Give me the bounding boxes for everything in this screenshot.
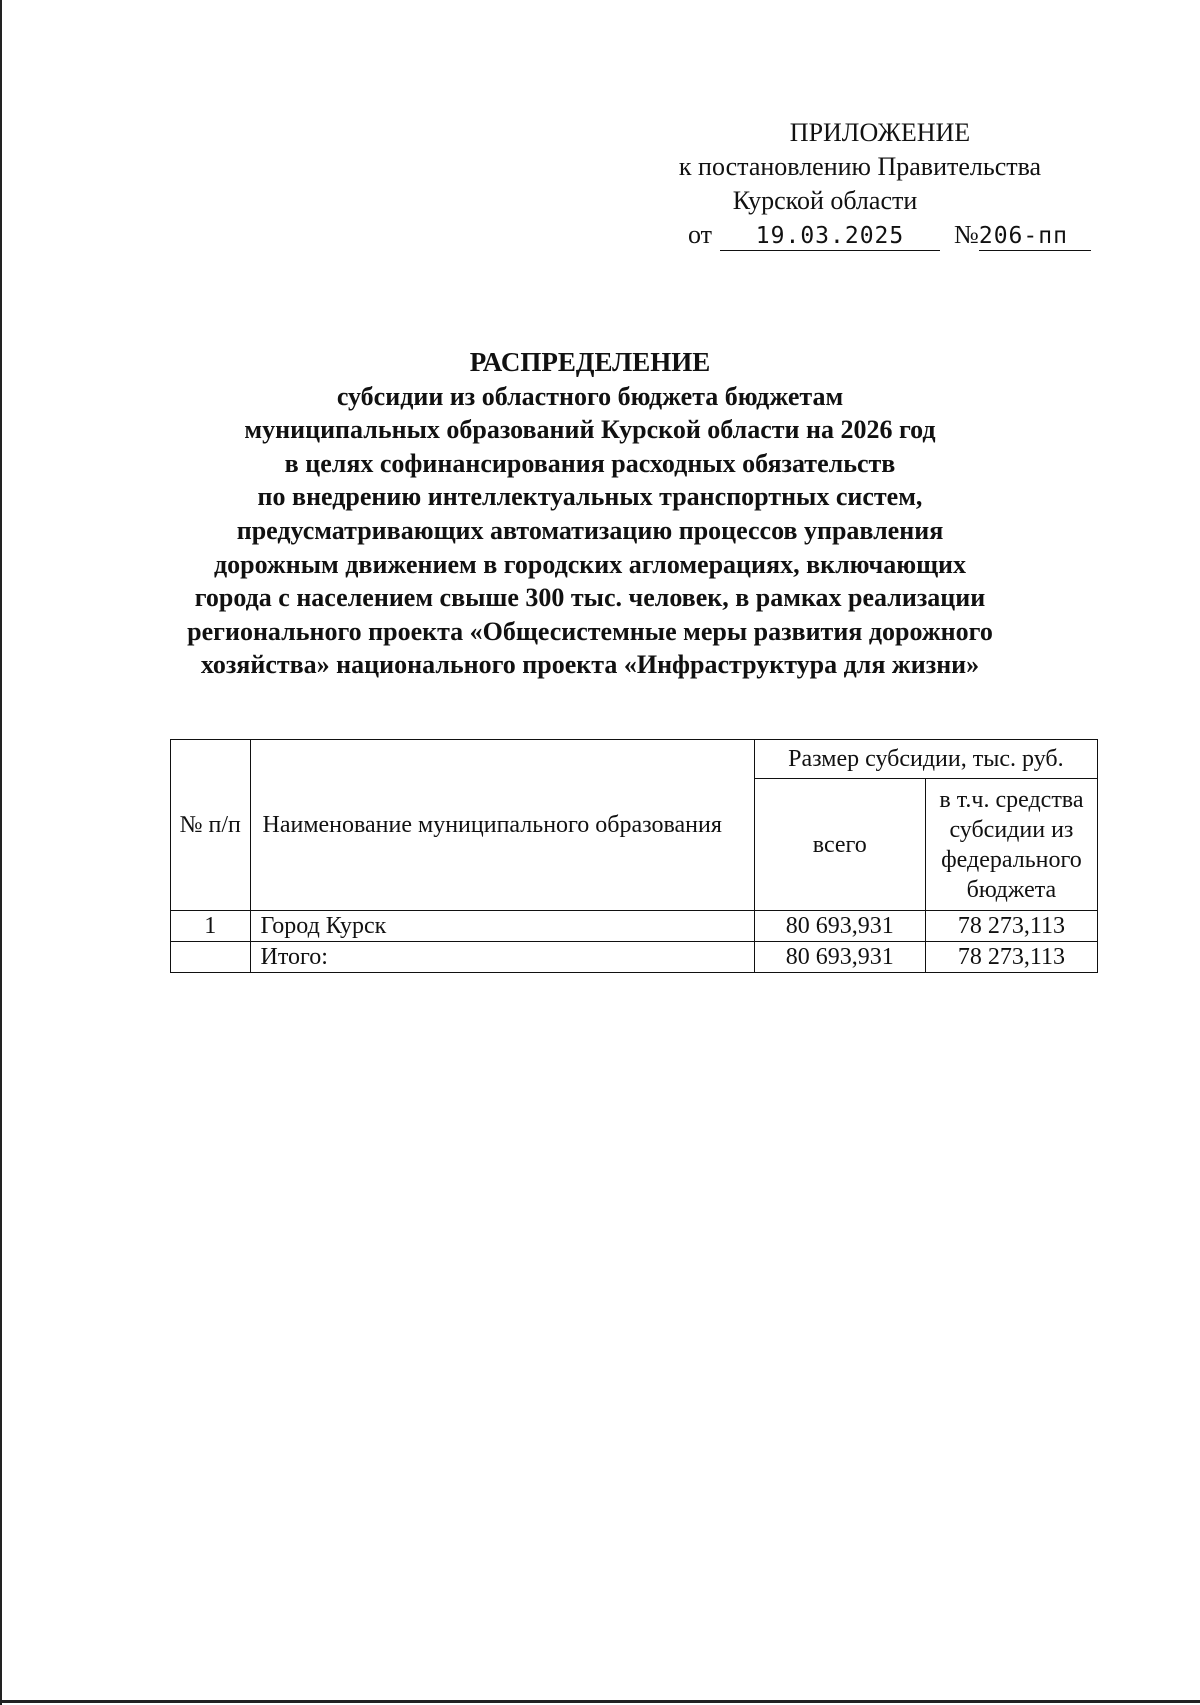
header-name: Наименование муниципального образования: [250, 740, 754, 911]
row-total: 80 693,931: [754, 942, 925, 973]
number-sign: №: [954, 220, 979, 249]
table-row: [171, 911, 1098, 942]
heading-title: РАСПРЕДЕЛЕНИЕ: [469, 347, 711, 377]
table-row-total: [171, 942, 1098, 973]
row-num: 1: [171, 911, 251, 942]
subsidy-distribution-table: [170, 739, 1098, 973]
heading-line: муниципальных образований Курской области на 2026 год: [244, 415, 936, 445]
heading-line: хозяйства» национального проекта «Инфраструктура для жизни»: [200, 650, 980, 680]
heading-line: дорожным движением в городских агломерациях, включающих: [213, 549, 967, 579]
heading-line: города с населением свыше 300 тыс. человек, в рамках реализации: [194, 583, 986, 613]
row-federal: 78 273,113: [925, 911, 1097, 942]
header-num: № п/п: [171, 740, 251, 911]
appendix-title: ПРИЛОЖЕНИЕ: [789, 118, 971, 147]
header-total: всего: [754, 779, 925, 911]
appendix-block: [620, 116, 1100, 218]
heading-line: по внедрению интеллектуальных транспортных систем,: [257, 482, 923, 512]
row-num: [171, 942, 251, 973]
scan-edge-bottom: [0, 1700, 1200, 1703]
heading-line: регионального проекта «Общесистемные меры развития дорожного: [187, 616, 993, 646]
header-federal: в т.ч. средства субсидии из федерального бюджета: [925, 779, 1097, 911]
appendix-date-row: [688, 218, 1091, 252]
row-name: Итого:: [250, 942, 754, 973]
date-prefix: от: [688, 220, 713, 249]
row-federal: 78 273,113: [925, 942, 1097, 973]
heading-line: в целях софинансирования расходных обязательств: [284, 448, 896, 478]
table-header-row: [171, 740, 1098, 779]
decree-number: 206-пп: [979, 222, 1091, 251]
heading-line: предусматривающих автоматизацию процессов управления: [236, 515, 944, 545]
appendix-line-1: к постановлению Правительства: [678, 152, 1042, 181]
appendix-line-2: Курской области: [732, 186, 918, 215]
scan-edge-left: [0, 0, 2, 1705]
row-total: 80 693,931: [754, 911, 925, 942]
decree-date: 19.03.2025: [720, 222, 940, 251]
document-heading: [150, 346, 1030, 682]
header-subsidy-size: Размер субсидии, тыс. руб.: [754, 740, 1097, 779]
heading-line: субсидии из областного бюджета бюджетам: [336, 381, 844, 411]
row-name: Город Курск: [250, 911, 754, 942]
